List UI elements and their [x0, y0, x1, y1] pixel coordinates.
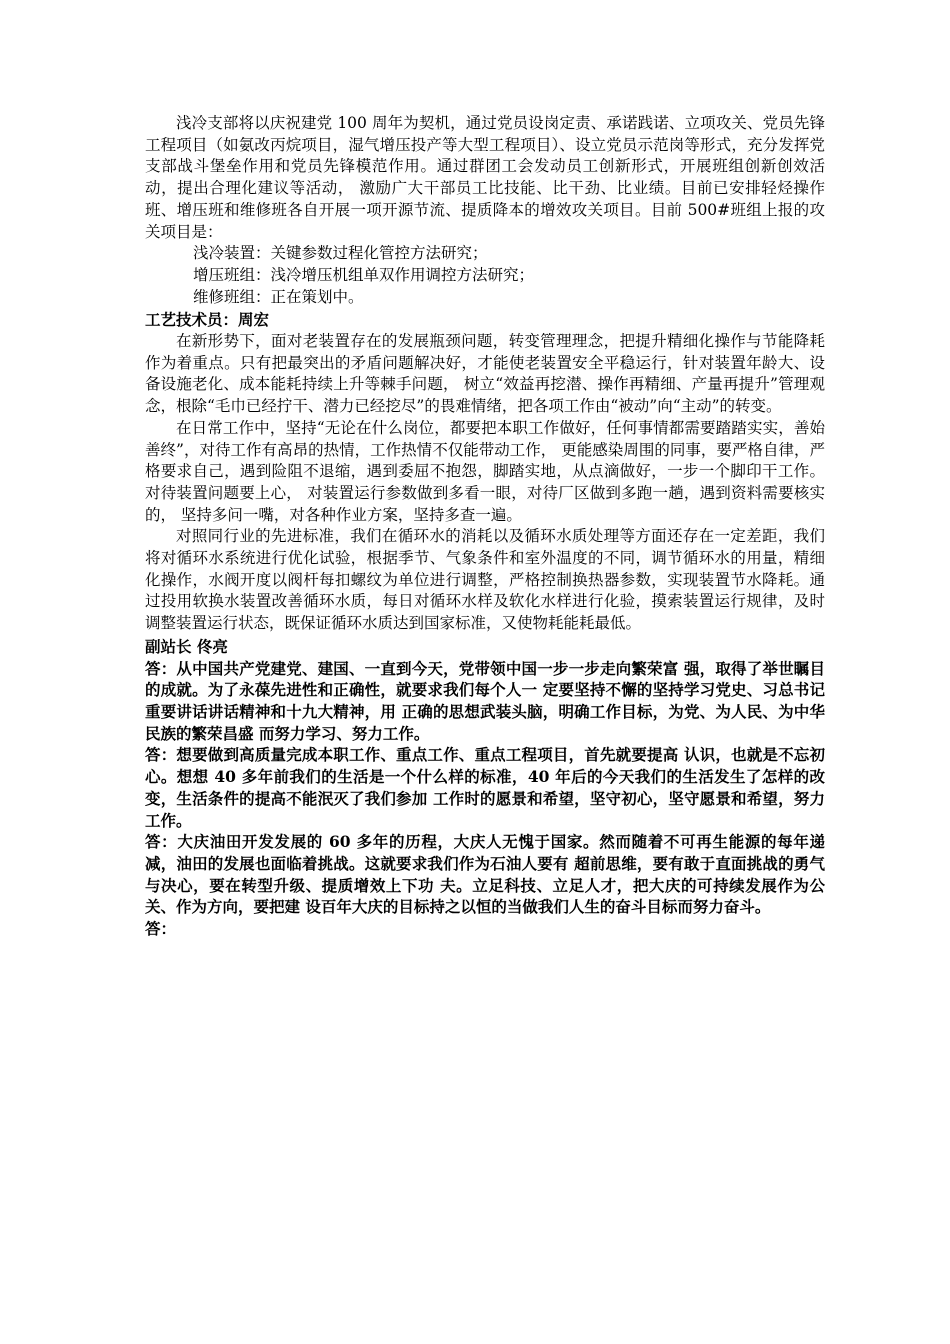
project-item: 浅冷装置：关键参数过程化管控方法研究；	[193, 244, 488, 263]
section-heading-deputy: 副站长 佟亮	[145, 636, 228, 656]
technician-paragraph: 在新形势下，面对老装置存在的发展瓶颈问题，转变管理理念，把提升精细化操作与节能降耗作为着重点。只有把最突出的矛盾问题解决好，才能使老装置安全平稳运行，针对装置年龄大、设备设施老化、成本能耗持续上升等棘手问题， 树立“效益再挖潜、操作再精细、产量再提升”管理观念，根除“毛巾已经拧干、潜力已经挖尽”的畏难情绪，把各项工作由“被动”向“主动”的转变。	[145, 332, 825, 416]
project-item: 增压班组：浅冷增压机组单双作用调控方法研究；	[193, 265, 535, 284]
answer-paragraph: 答：	[145, 919, 177, 939]
section-heading-technician: 工艺技术员：周宏	[145, 310, 270, 330]
technician-paragraph: 对照同行业的先进标准，我们在循环水的消耗以及循环水质处理等方面还存在一定差距，我们将对循环水系统进行优化试验，根据季节、气象条件和室外温度的不同，调节循环水的用量，精细化操作，水阀开度以阀杆每扣螺纹为单位进行调整，严格控制换热器参数，实现装置节水降耗。通过投用软换水装置改善循环水质，每日对循环水样及软化水样进行化验，摸索装置运行规律，及时调整装置运行状态，既保证循环水质达到国家标准，又使物耗能耗最低。	[145, 527, 825, 633]
answer-paragraph: 答：从中国共产党建党、建国、一直到今天，党带领中国一步一步走向繁荣富 强，取得了举世瞩目的成就。为了永葆先进性和正确性，就要求我们每个人一 定要坚持不懈的坚持学习党史、习总书记重要讲话讲话精神和十九大精神，用 正确的思想武装头脑，明确工作目标，为党、为人民、为中华民族的繁荣昌盛 而努力学习、努力工作。	[145, 658, 825, 743]
project-item: 维修班组：正在策划中。	[193, 287, 364, 306]
technician-paragraph: 在日常工作中，坚持“无论在什么岗位，都要把本职工作做好，任何事情都需要踏踏实实，善始善终”，对待工作有高昂的热情，工作热情不仅能带动工作， 更能感染周围的同事，要严格自律，严格要求自己，遇到险阻不退缩，遇到委屈不抱怨，脚踏实地，从点滴做好，一步一个脚印干工作。对待装置问题要上心， 对装置运行参数做到多看一眼，对待厂区做到多跑一趟，遇到资料需要核实的， 坚持多问一嘴，对各种作业方案，坚持多查一遍。	[145, 418, 825, 524]
answer-paragraph: 答：大庆油田开发发展的 60 多年的历程，大庆人无愧于国家。然而随着不可再生能源的每年递减，油田的发展也面临着挑战。这就要求我们作为石油人要有 超前思维，要有敢于直面挑战的勇气与决心，要在转型升级、提质增效上下功 夫。立足科技、立足人才，把大庆的可持续发展作为公关、作为方向，要把建 设百年大庆的目标持之以恒的当做我们人生的奋斗目标而努力奋斗。	[145, 832, 825, 917]
intro-paragraph: 浅冷支部将以庆祝建党 100 周年为契机，通过党员设岗定责、承诺践诺、立项攻关、党员先锋工程项目（如氨改丙烷项目，湿气增压投产等大型工程项目）、设立党员示范岗等形式，充分发挥党支部战斗堡垒作用和党员先锋模范作用。通过群团工会发动员工创新形式，开展班组创新创效活动，提出合理化建议等活动， 激励广大干部员工比技能、比干劲、比业绩。目前已安排轻烃操作班、增压班和维修班各自开展一项开源节流、提质降本的增效攻关项目。目前 500#班组上报的攻关项目是：	[145, 114, 825, 241]
answer-paragraph: 答：想要做到高质量完成本职工作、重点工作、重点工程项目，首先就要提高 认识，也就是不忘初心。想想 40 多年前我们的生活是一个什么样的标准，40 年后的今天我们的生活发生了怎样的改变，生活条件的提高不能泯灭了我们参加 工作时的愿景和希望，坚守初心，坚守愿景和希望，努力工作。	[145, 745, 825, 830]
document-body	[145, 113, 825, 940]
